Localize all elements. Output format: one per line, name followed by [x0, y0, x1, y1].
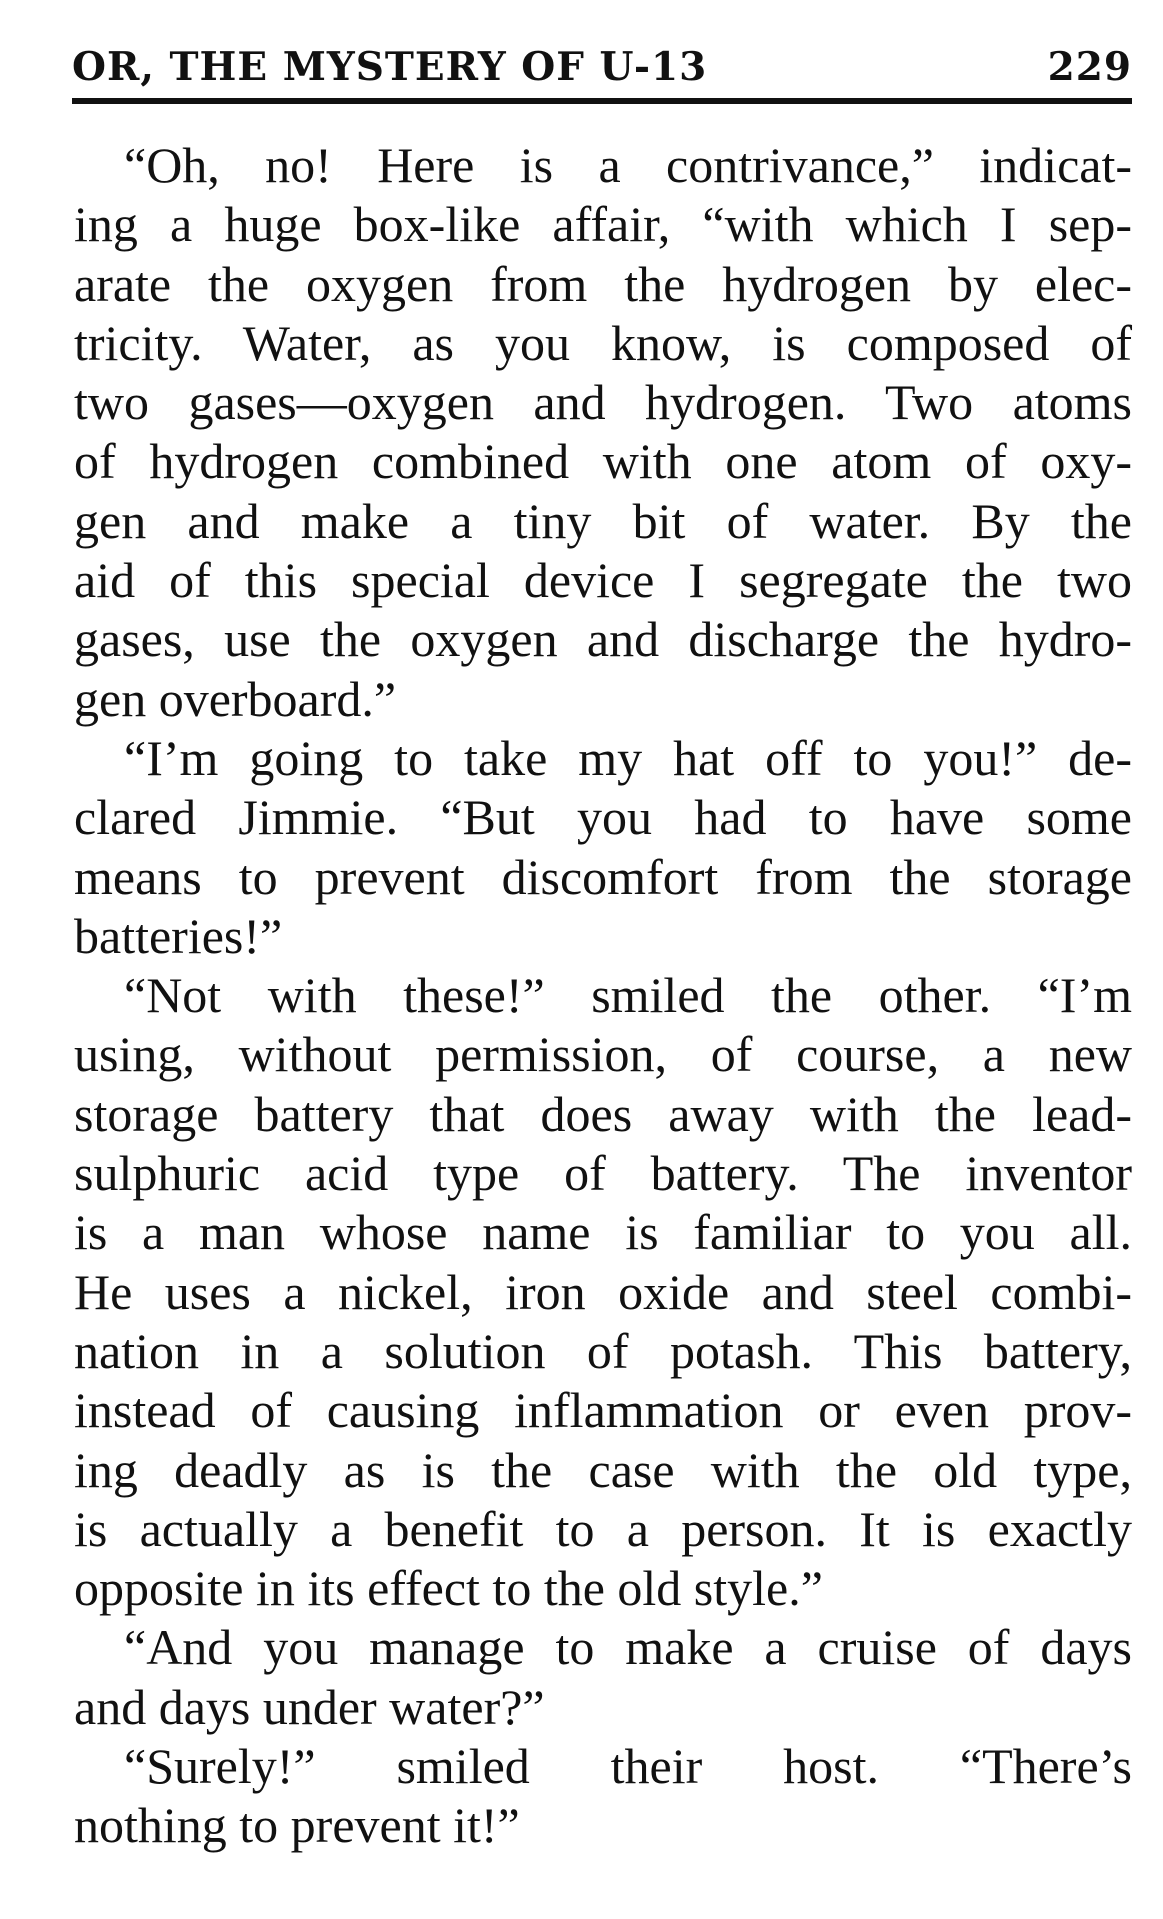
text-line: of hydrogen combined with one atom of oxy-	[74, 433, 1132, 490]
running-title: OR, THE MYSTERY OF U-13	[72, 44, 708, 90]
text-line: storage battery that does away with the lead-	[74, 1085, 1132, 1142]
paragraph-1	[74, 136, 1132, 729]
text-line: means to prevent discomfort from the storage	[74, 848, 1132, 905]
text-line: “Surely!” smiled their host. “There’s	[124, 1738, 1132, 1795]
text-line: opposite in its effect to the old style.”	[74, 1560, 823, 1617]
text-line: He uses a nickel, iron oxide and steel combi-	[74, 1263, 1132, 1320]
text-line: aid of this special device I segregate the two	[74, 552, 1132, 609]
text-line: nothing to prevent it!”	[74, 1797, 520, 1854]
text-line: ing deadly as is the case with the old type,	[74, 1441, 1132, 1498]
text-line: two gases—oxygen and hydrogen. Two atoms	[74, 374, 1132, 431]
text-line: ing a huge box-like affair, “with which I sep-	[74, 196, 1132, 253]
body-text	[74, 136, 1132, 1856]
text-line: batteries!”	[74, 907, 283, 964]
text-line: clared Jimmie. “But you had to have some	[74, 789, 1132, 846]
header-rule	[72, 98, 1132, 104]
text-line: arate the oxygen from the hydrogen by elec-	[74, 255, 1132, 312]
text-line: “Not with these!” smiled the other. “I’m	[124, 967, 1132, 1024]
text-line: instead of causing inflammation or even prov-	[74, 1382, 1132, 1439]
page-number: 229	[1047, 44, 1132, 90]
text-line: sulphuric acid type of battery. The inventor	[74, 1145, 1132, 1202]
text-line: gen overboard.”	[74, 670, 397, 727]
paragraph-2	[74, 729, 1132, 966]
paragraph-5	[74, 1737, 1132, 1856]
text-line: “Oh, no! Here is a contrivance,” indicat-	[124, 137, 1132, 193]
text-line: gen and make a tiny bit of water. By the	[74, 492, 1132, 549]
text-line: using, without permission, of course, a new	[74, 1026, 1132, 1083]
text-line: is a man whose name is familiar to you all.	[74, 1204, 1132, 1261]
running-header	[72, 34, 1132, 90]
text-line: “I’m going to take my hat off to you!” de-	[124, 729, 1132, 786]
text-line: nation in a solution of potash. This battery,	[74, 1322, 1132, 1379]
paragraph-4	[74, 1618, 1132, 1737]
text-line: and days under water?”	[74, 1678, 545, 1735]
text-line: gases, use the oxygen and discharge the hydro-	[74, 611, 1132, 668]
text-line: is actually a benefit to a person. It is exactly	[74, 1500, 1132, 1557]
paragraph-3	[74, 966, 1132, 1618]
text-line: “And you manage to make a cruise of days	[124, 1619, 1132, 1676]
text-line: tricity. Water, as you know, is composed of	[74, 314, 1132, 371]
